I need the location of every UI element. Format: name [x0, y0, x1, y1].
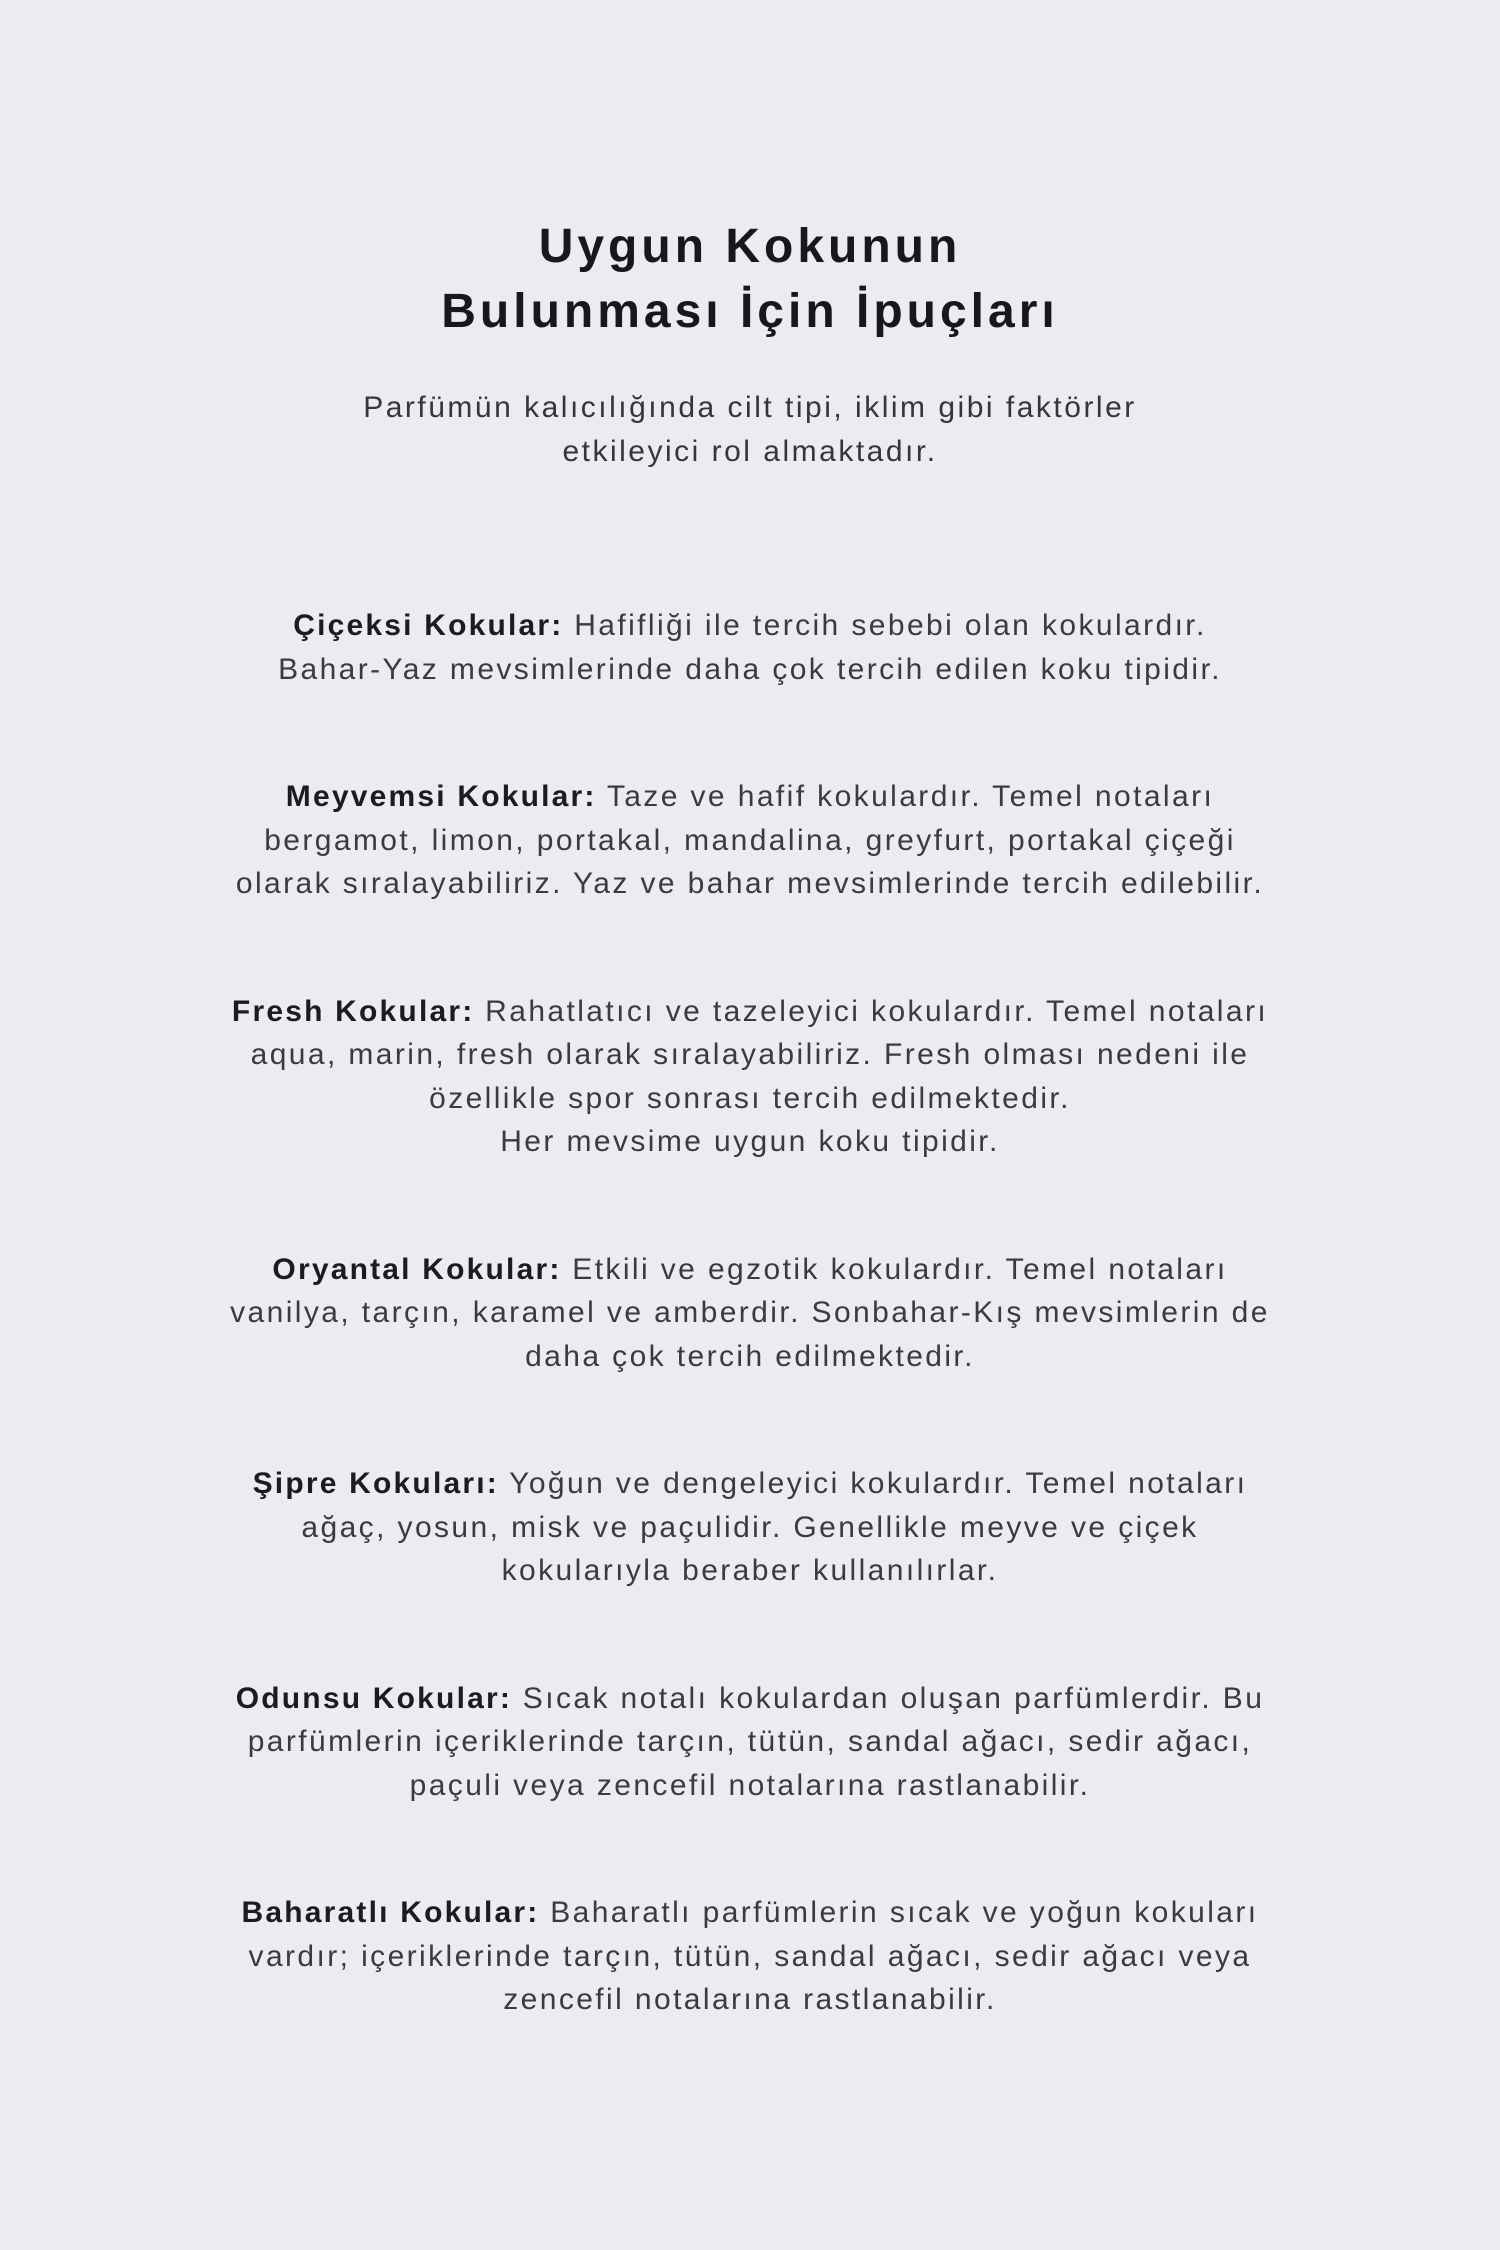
section-fresh-kokular [20, 990, 1480, 1164]
section-odunsu-kokular [20, 1677, 1480, 1808]
intro-paragraph: Parfümün kalıcılığında cilt tipi, iklim gibi faktörler etkileyici rol almaktadır. [363, 391, 1137, 468]
section-oryantal-kokular [20, 1248, 1480, 1379]
page-title: Uygun Kokunun Bulunması İçin İpuçları [441, 220, 1059, 338]
section-label: Çiçeksi Kokular: [293, 609, 564, 642]
section-text: Etkili ve egzotik kokulardır. Temel notaları vanilya, tarçın, karamel ve amberdir. Sonbahar-Kış mevsimlerin de daha çok tercih edilmektedir. [230, 1252, 1270, 1373]
scent-type-sections [0, 604, 1500, 2022]
section-text: Yoğun ve dengeleyici kokulardır. Temel notaları ağaç, yosun, misk ve paçulidir. Genellikle meyve ve çiçek kokularıyla beraber kullanılırlar. [301, 1467, 1248, 1587]
section-label: Oryantal Kokular: [272, 1252, 562, 1286]
section-label: Fresh Kokular: [231, 994, 475, 1028]
section-text: Sıcak notalı kokulardan oluşan parfümlerdir. Bu parfümlerin içeriklerinde tarçın, tütün, sandal ağacı, sedir ağacı, paçuli veya zencefil notalarına rastlanabilir. [247, 1681, 1265, 1802]
section-text: Taze ve hafif kokulardır. Temel notaları bergamot, limon, portakal, mandalina, greyfurt, portakal çiçeği olarak sıralayabiliriz. Yaz ve bahar mevsimlerinde tercih edilebilir. [235, 780, 1265, 900]
section-label: Şipre Kokuları: [252, 1467, 499, 1500]
section-baharatli-kokular [20, 1891, 1480, 2022]
section-sipre-kokulari [20, 1462, 1480, 1593]
section-label: Meyvemsi Kokular: [285, 780, 597, 813]
section-text: Baharatlı parfümlerin sıcak ve yoğun kokuları vardır; içeriklerinde tarçın, tütün, sandal ağacı, sedir ağacı veya zencefil notalarına rastlanabilir. [248, 1896, 1259, 2016]
section-text: Hafifliği ile tercih sebebi olan kokulardır. Bahar-Yaz mevsimlerinde daha çok tercih edilen koku tipidir. [278, 609, 1222, 686]
section-ciceksi-kokular [20, 604, 1480, 691]
section-meyvemsi-kokular [20, 775, 1480, 906]
section-label: Baharatlı Kokular: [241, 1896, 540, 1929]
section-text: Rahatlatıcı ve tazeleyici kokulardır. Temel notaları aqua, marin, fresh olarak sıralayabiliriz. Fresh olması nedeni ile özellikle spor sonrası tercih edilmektedir. Her mevsime uygun koku tipidir. [250, 994, 1269, 1158]
section-label: Odunsu Kokular: [235, 1681, 513, 1715]
